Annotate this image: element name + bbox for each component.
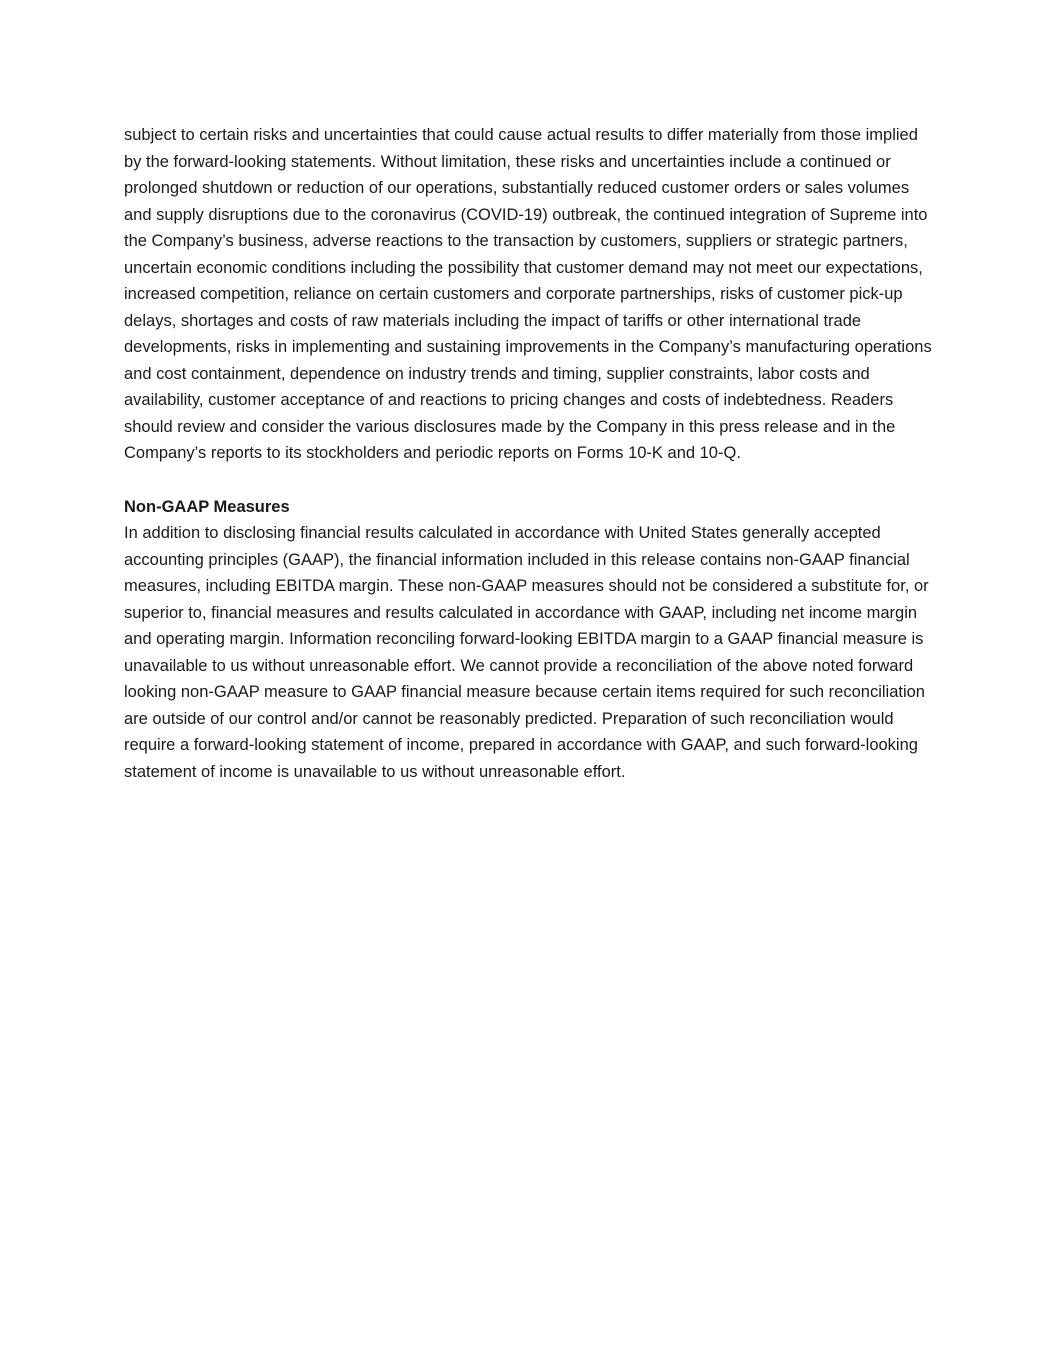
document-content: [124, 122, 932, 785]
non-gaap-measures-heading: Non-GAAP Measures: [124, 497, 290, 516]
non-gaap-measures-paragraph: In addition to disclosing financial results calculated in accordance with United States generally accepted accounting principles (GAAP), the financial information included in this release contains non-GAAP financial measures, including EBITDA margin. These non-GAAP measures should not be considered a substitute for, or superior to, financial measures and results calculated in accordance with GAAP, including net income margin and operating margin. Information reconciling forward-looking EBITDA margin to a GAAP financial measure is unavailable to us without unreasonable effort. We cannot provide a reconciliation of the above noted forward looking non-GAAP measure to GAAP financial measure because certain items required for such reconciliation are outside of our control and/or cannot be reasonably predicted. Preparation of such reconciliation would require a forward-looking statement of income, prepared in accordance with GAAP, and such forward-looking statement of income is unavailable to us without unreasonable effort.: [124, 524, 929, 781]
section-gap: [124, 467, 932, 494]
forward-looking-statements-paragraph: subject to certain risks and uncertainties that could cause actual results to differ materially from those implied by the forward-looking statements. Without limitation, these risks and uncertainties include a continued or prolonged shutdown or reduction of our operations, substantially reduced customer orders or sales volumes and supply disruptions due to the coronavirus (COVID-19) outbreak, the continued integration of Supreme into the Company’s business, adverse reactions to the transaction by customers, suppliers or strategic partners, uncertain economic conditions including the possibility that customer demand may not meet our expectations, increased competition, reliance on certain customers and corporate partnerships, risks of customer pick-up delays, shortages and costs of raw materials including the impact of tariffs or other international trade developments, risks in implementing and sustaining improvements in the Company’s manufacturing operations and cost containment, dependence on industry trends and timing, supplier constraints, labor costs and availability, customer acceptance of and reactions to pricing changes and costs of indebtedness. Readers should review and consider the various disclosures made by the Company in this press release and in the Company’s reports to its stockholders and periodic reports on Forms 10-K and 10-Q.: [124, 126, 932, 462]
